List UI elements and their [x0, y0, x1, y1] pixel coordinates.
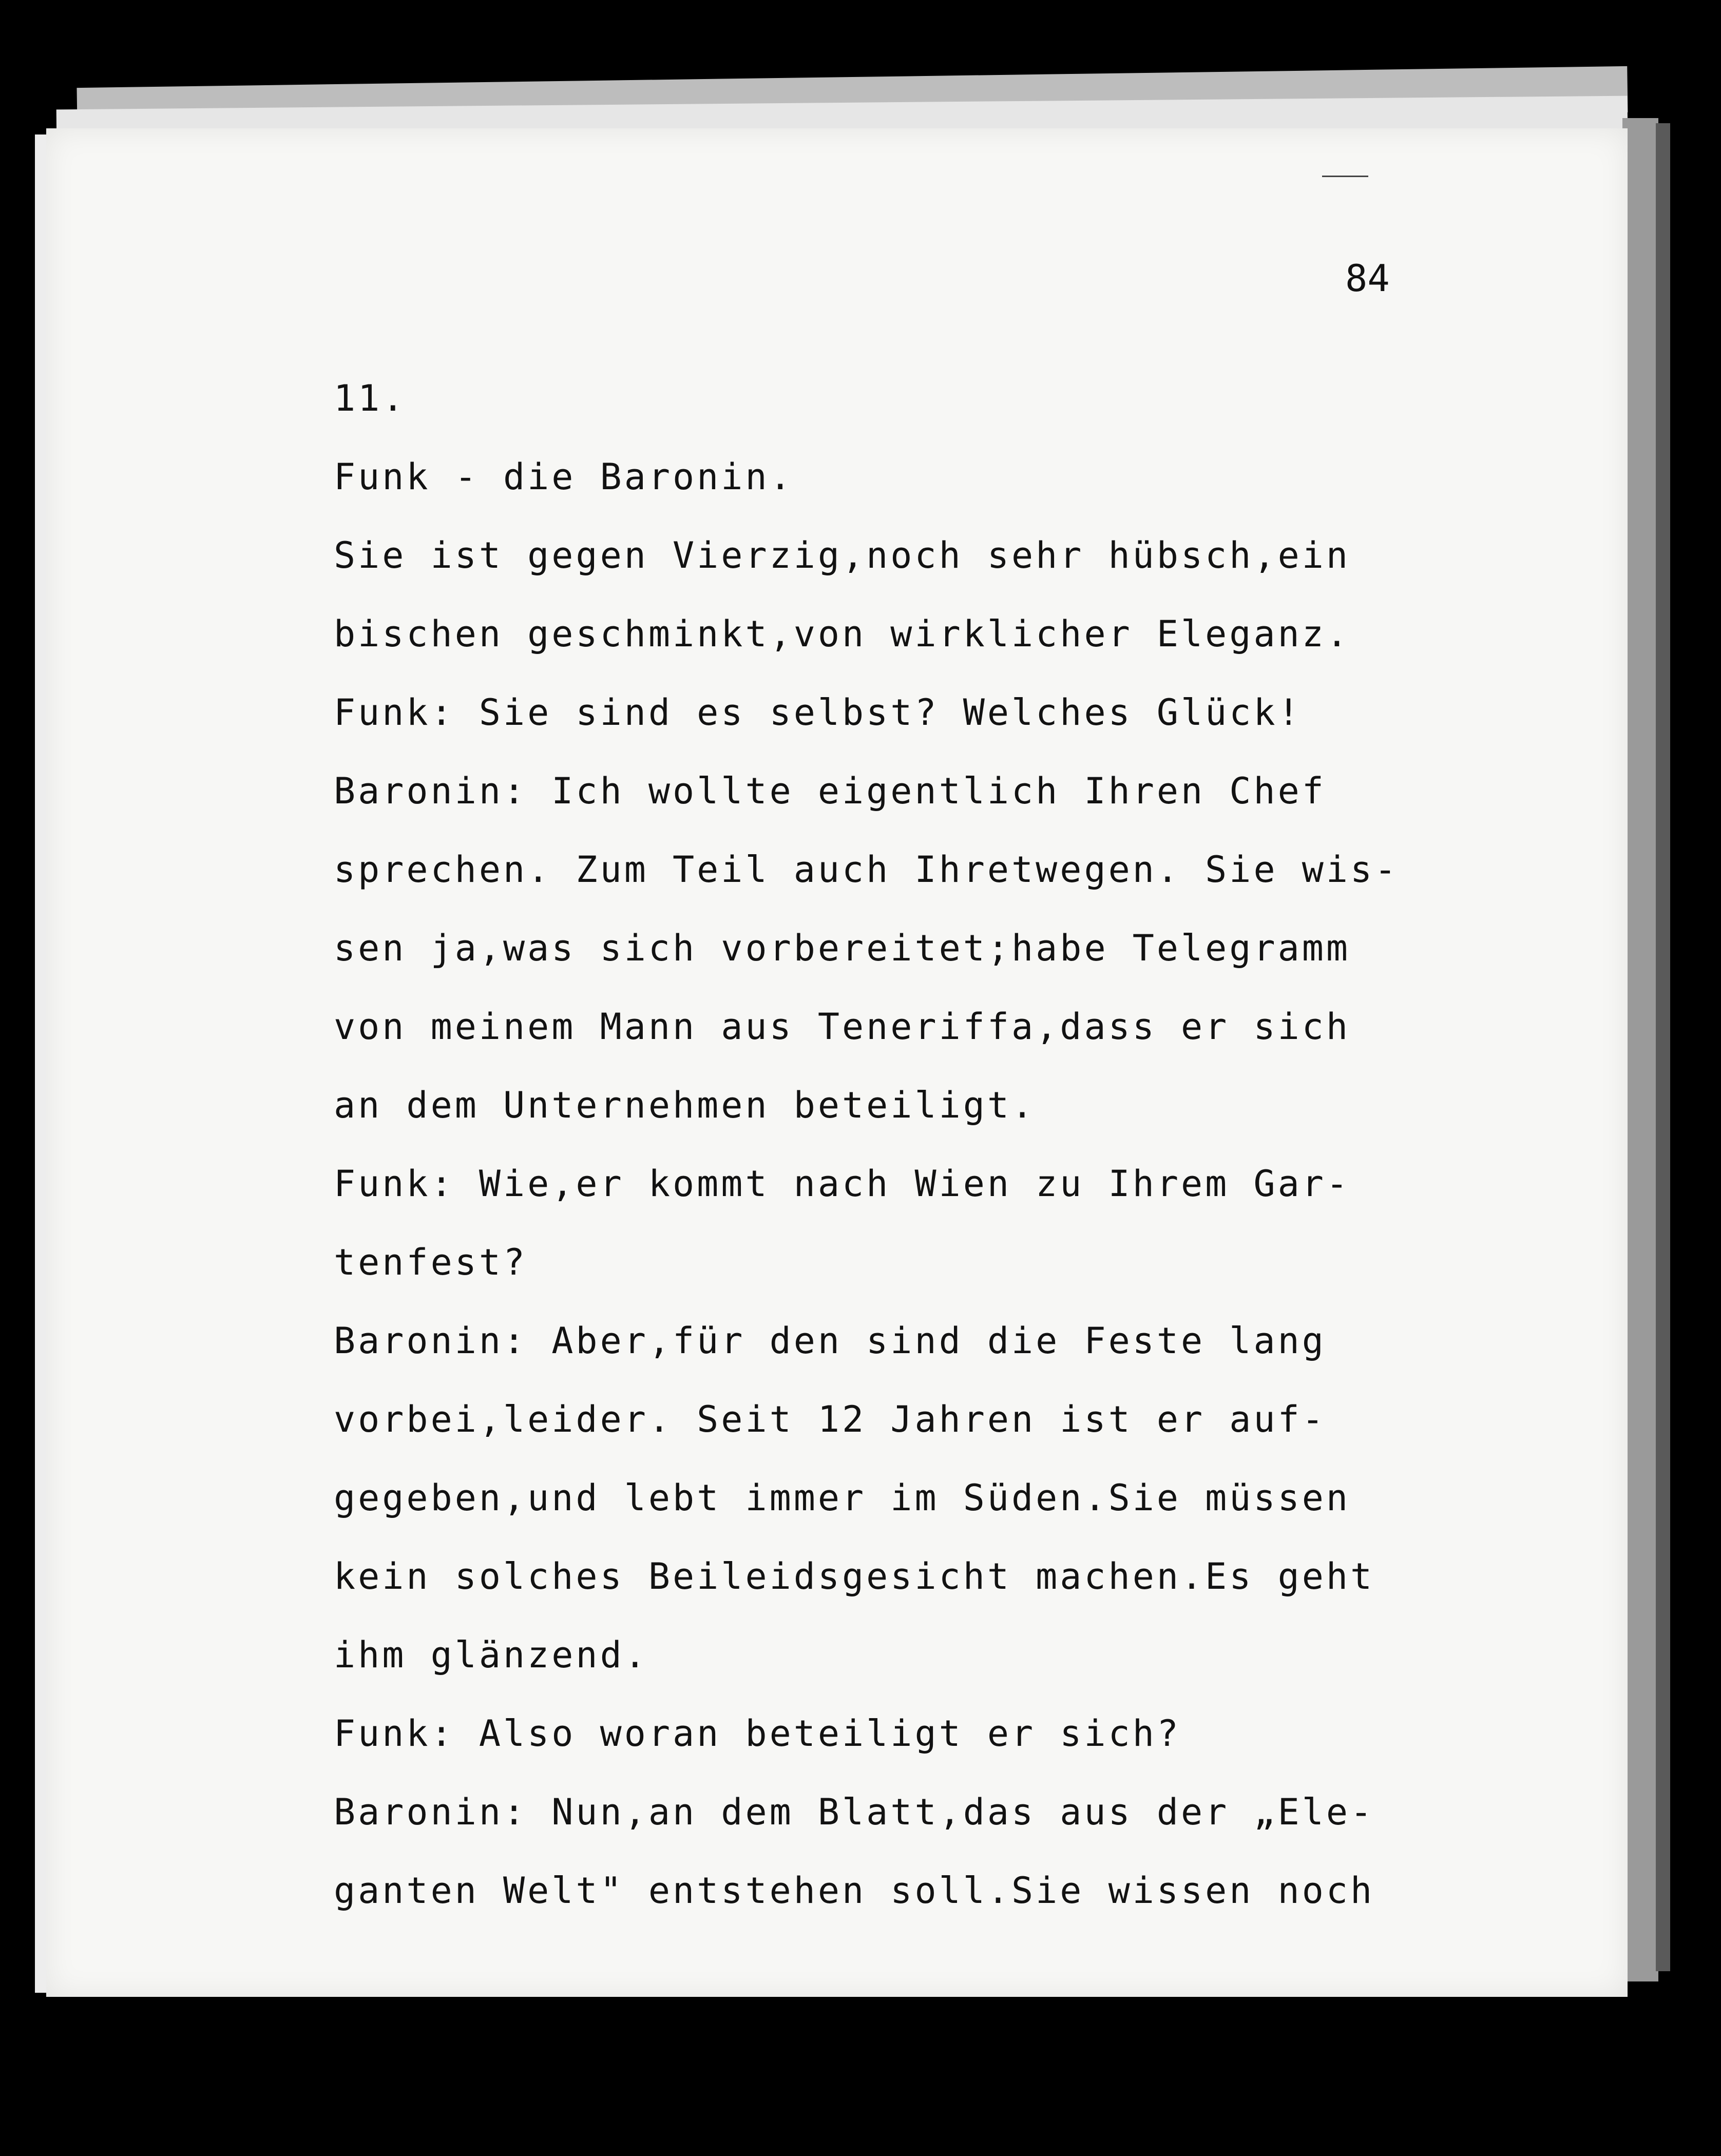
text-line: ganten Welt" entstehen soll.Sie wissen noch: [334, 1870, 1375, 1912]
text-line: Funk: Sie sind es selbst? Welches Glück!: [334, 691, 1302, 734]
text-line: Funk: Wie,er kommt nach Wien zu Ihrem Gar-: [334, 1163, 1351, 1205]
text-line: bischen geschminkt,von wirklicher Eleganz.: [334, 613, 1351, 655]
text-line: sen ja,was sich vorbereitet;habe Telegramm: [334, 927, 1351, 969]
text-line: Baronin: Ich wollte eigentlich Ihren Chef: [334, 770, 1326, 812]
text-line: Funk - die Baronin.: [334, 456, 794, 498]
pencil-mark: [1322, 176, 1368, 177]
text-line: Baronin: Nun,an dem Blatt,das aus der „Ele-: [334, 1791, 1375, 1833]
text-line: an dem Unternehmen beteiligt.: [334, 1084, 1036, 1126]
text-line: ihm glänzend.: [334, 1634, 648, 1676]
text-line: kein solches Beileidsgesicht machen.Es geht: [334, 1555, 1375, 1597]
text-line: vorbei,leider. Seit 12 Jahren ist er auf-: [334, 1398, 1326, 1440]
text-line: von meinem Mann aus Teneriffa,dass er sich: [334, 1006, 1351, 1048]
page-number: 84: [1345, 257, 1390, 300]
text-line: Baronin: Aber,für den sind die Feste lang: [334, 1320, 1326, 1362]
back-page-edge: [1622, 118, 1658, 1981]
text-line: tenfest?: [334, 1241, 528, 1283]
typewritten-text: [334, 359, 1545, 1930]
back-page-edge: [1656, 123, 1670, 1971]
text-line: 11.: [334, 377, 407, 419]
text-line: Funk: Also woran beteiligt er sich?: [334, 1712, 1181, 1755]
text-line: sprechen. Zum Teil auch Ihretwegen. Sie wis-: [334, 849, 1399, 891]
text-line: gegeben,und lebt immer im Süden.Sie müssen: [334, 1477, 1351, 1519]
text-line: Sie ist gegen Vierzig,noch sehr hübsch,ein: [334, 534, 1351, 576]
